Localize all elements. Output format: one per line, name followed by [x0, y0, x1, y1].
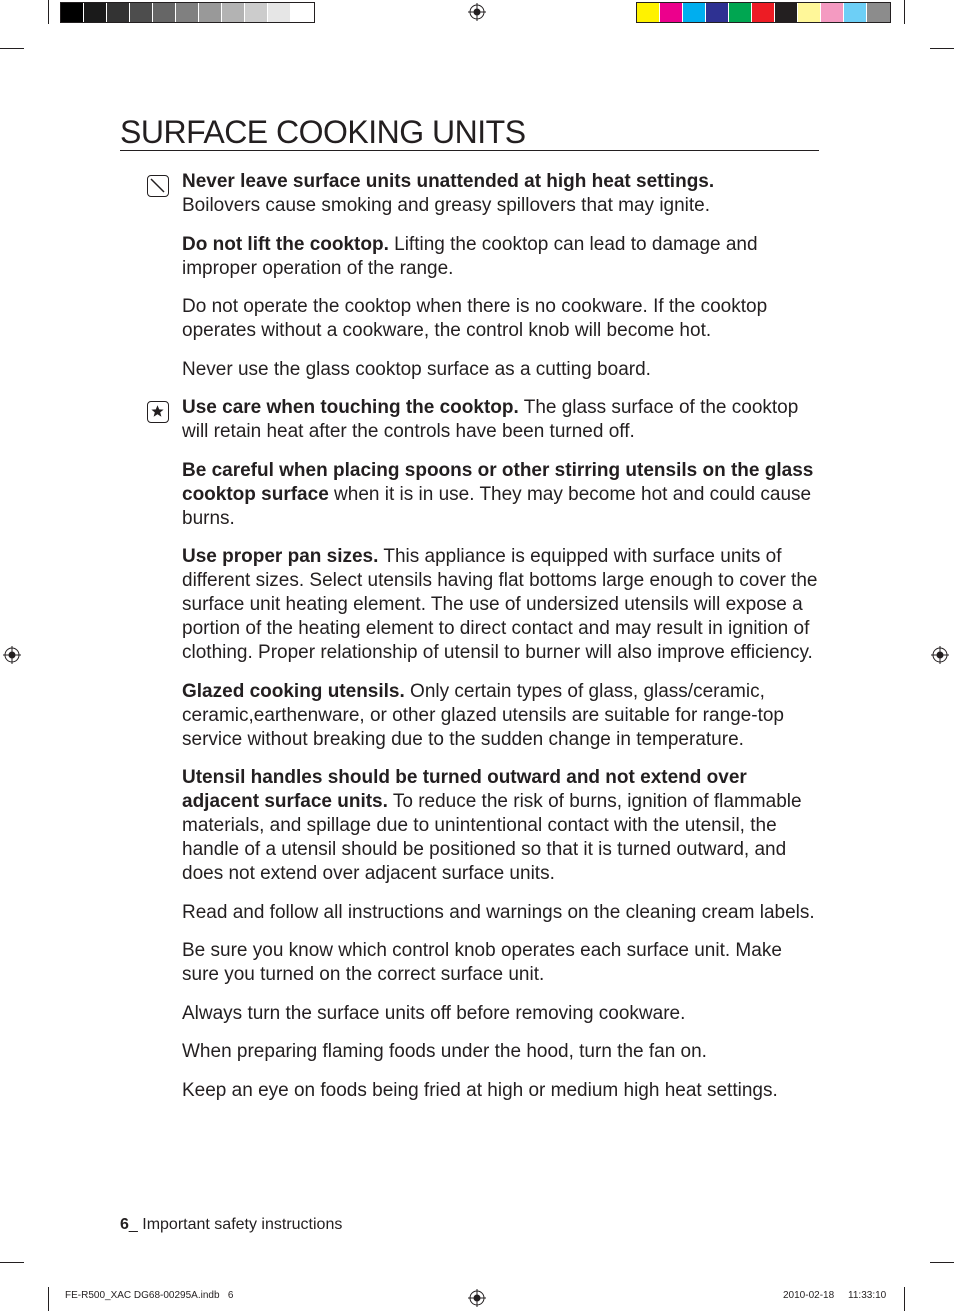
color-swatch: [245, 3, 268, 22]
paragraph-text: Always turn the surface units off before removing cookware.: [182, 1002, 686, 1024]
paragraph: [182, 1079, 818, 1103]
crop-mark: [48, 0, 49, 24]
paragraph-text: when it is in use. They may become hot and could cause burns.: [182, 483, 812, 529]
footer-separator: _: [128, 1216, 138, 1233]
paragraph-heading: Be careful when placing spoons or other stirring utensils on the glass cooktop surface: [182, 459, 814, 505]
page-number: 6: [120, 1216, 129, 1233]
color-swatch: [798, 3, 821, 22]
paragraph-text: Never use the glass cooktop surface as a cutting board.: [182, 358, 651, 380]
registration-mark-icon: [931, 646, 949, 664]
paragraph-text: The glass surface of the cooktop will retain heat after the controls have been turned off.: [182, 397, 799, 442]
color-swatch-bar: [636, 2, 891, 23]
star-note-icon: [147, 401, 169, 423]
color-swatch: [153, 3, 176, 22]
paragraph: [182, 766, 818, 886]
crop-mark: [48, 1287, 49, 1311]
color-swatch: [291, 3, 314, 22]
paragraph: [182, 1040, 818, 1064]
paragraph-text: This appliance is equipped with surface units of different sizes. Select utensils having flat bottoms large enough to cover the surface unit heating element. The use of undersized utensils will expose a portion of the heating element to direct contact and may result in ignition of clothing. Proper relationship of utensil to burner will also improve efficiency.: [182, 546, 818, 663]
paragraph-text: Keep an eye on foods being fried at high or medium high heat settings.: [182, 1079, 778, 1101]
paragraph-heading: Never leave surface units unattended at high heat settings.: [182, 171, 715, 192]
paragraph: [182, 680, 818, 752]
registration-mark-icon: [468, 3, 486, 21]
color-swatch: [199, 3, 222, 22]
color-swatch: [729, 3, 752, 22]
color-swatch: [130, 3, 153, 22]
paragraph: [182, 170, 818, 218]
paragraph-text: Read and follow all instructions and warnings on the cleaning cream labels.: [182, 901, 815, 923]
paragraph-heading: Do not lift the cooktop.: [182, 233, 389, 255]
file-slug: FE-R500_XAC DG68-00295A.indb 6: [65, 1290, 234, 1301]
date-slug: 2010-02-18 11:33:10: [783, 1290, 887, 1301]
paragraph-text: Be sure you know which control knob operates each surface unit. Make sure you turned on the correct surface unit.: [182, 940, 782, 985]
paragraph-text: Lifting the cooktop can lead to damage and improper operation of the range.: [182, 233, 758, 279]
crop-mark: [930, 1262, 954, 1263]
paragraph-heading: Glazed cooking utensils.: [182, 680, 405, 702]
paragraph: [182, 233, 818, 281]
paragraph-text: When preparing flaming foods under the hood, turn the fan on.: [182, 1041, 707, 1062]
paragraph-text: Do not operate the cooktop when there is no cookware. If the cooktop operates without a cookware, the control knob will become hot.: [182, 296, 768, 341]
paragraph: [182, 901, 818, 925]
crop-mark: [904, 0, 905, 24]
crop-mark: [930, 48, 954, 49]
color-swatch: [867, 3, 890, 22]
paragraph: [182, 295, 818, 343]
paragraph-heading: Use care when touching the cooktop.: [182, 397, 519, 418]
grayscale-swatch-bar: [60, 2, 315, 23]
color-swatch: [752, 3, 775, 22]
paragraph-heading: Use proper pan sizes.: [182, 546, 379, 567]
paragraph-heading: Utensil handles should be turned outward and not extend over adjacent surface units.: [182, 767, 747, 812]
no-entry-icon: [147, 175, 169, 197]
content-body: [182, 170, 818, 1117]
paragraph: [182, 545, 818, 665]
color-swatch: [683, 3, 706, 22]
color-swatch: [775, 3, 798, 22]
color-swatch: [637, 3, 660, 22]
color-swatch: [61, 3, 84, 22]
page-footer: [120, 1216, 342, 1234]
color-swatch: [107, 3, 130, 22]
color-swatch: [176, 3, 199, 22]
paragraph: [182, 939, 818, 987]
footer-section-title: Important safety instructions: [137, 1216, 343, 1233]
title-underline: [120, 150, 819, 151]
paragraph-text: Only certain types of glass, glass/ceramic, ceramic,earthenware, or other glazed utensils are suitable for range-top service without breaking due to the sudden change in temperature.: [182, 680, 784, 750]
crop-mark: [0, 48, 24, 49]
paragraph: [182, 459, 818, 531]
paragraph-text: To reduce the risk of burns, ignition of flammable materials, and spillage due to unintentional contact with the utensil, the handle of a utensil should be positioned so that it is turned outward, and does not extend over adjacent surface units.: [182, 791, 802, 884]
color-swatch: [268, 3, 291, 22]
color-swatch: [844, 3, 867, 22]
page-title: SURFACE COOKING UNITS: [120, 114, 526, 150]
color-swatch: [222, 3, 245, 22]
color-swatch: [660, 3, 683, 22]
registration-mark-icon: [3, 646, 21, 664]
color-swatch: [706, 3, 729, 22]
color-swatch: [821, 3, 844, 22]
registration-mark-icon: [468, 1289, 486, 1307]
crop-mark: [0, 1262, 24, 1263]
color-swatch: [84, 3, 107, 22]
paragraph: [182, 396, 818, 444]
paragraph-text: Boilovers cause smoking and greasy spillovers that may ignite.: [182, 195, 711, 216]
paragraph: [182, 358, 818, 382]
paragraph: [182, 1002, 818, 1026]
crop-mark: [904, 1287, 905, 1311]
